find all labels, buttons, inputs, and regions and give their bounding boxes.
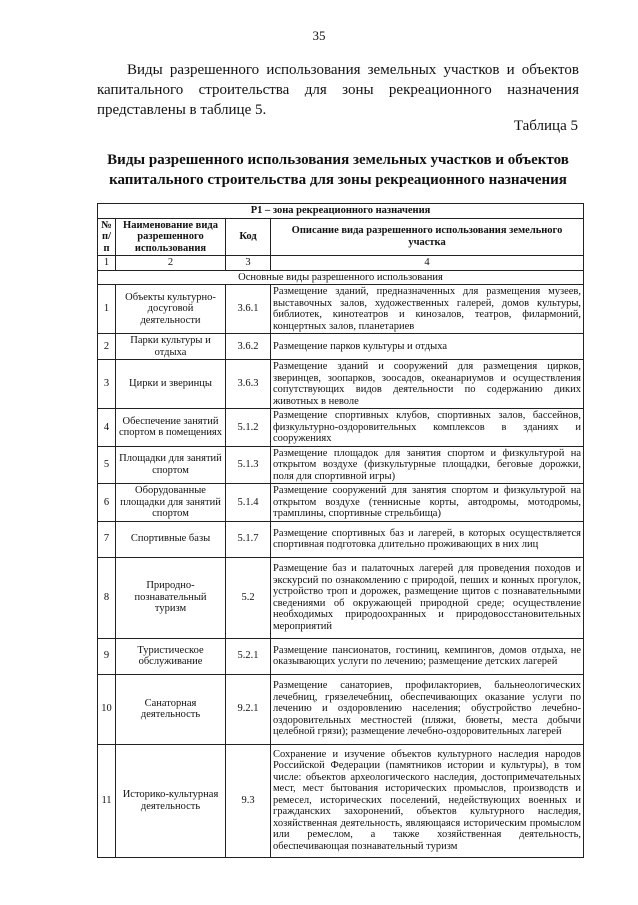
table-row (98, 446, 584, 484)
row-code: 5.2.1 (226, 638, 271, 674)
row-code: 3.6.3 (226, 360, 271, 409)
row-number: 5 (98, 446, 116, 484)
index-cell: 3 (226, 256, 271, 271)
row-description: Размещение сооружений для занятия спортом и физкультурой на открытом воздухе (теннисные корты, автодромы, мотодромы, трамплины, спортивные стрельбища) (271, 484, 584, 522)
table-body (98, 285, 584, 858)
row-description: Размещение спортивных клубов, спортивных залов, бассейнов, физкультурно-оздоровительных комплексов в зданиях и сооружениях (271, 409, 584, 447)
table-label: Таблица 5 (513, 118, 578, 134)
row-code: 5.2 (226, 557, 271, 638)
index-cell: 4 (271, 256, 584, 271)
row-code: 5.1.3 (226, 446, 271, 484)
index-row (98, 256, 584, 271)
section-title: Основные виды разрешенного использования (98, 270, 584, 285)
table-row (98, 285, 584, 334)
intro-paragraph: Виды разрешенного использования земельных участков и объектов капитального строительства для зоны рекреационного назначения представлены в таблице 5. (97, 62, 579, 118)
row-number: 7 (98, 521, 116, 557)
table-row (98, 557, 584, 638)
table-row (98, 674, 584, 744)
header-row (98, 218, 584, 256)
row-code: 5.1.2 (226, 409, 271, 447)
zone-title: Р1 – зона рекреационного назначения (98, 204, 584, 219)
land-use-table (97, 203, 584, 858)
row-description: Размещение санаториев, профилакториев, бальнеологических лечебниц, грязелечебниц, обеспечивающих оказание услуги по лечению и оздоровлению населения; обустройство лечебно-оздоровительных местностей (пляжи, бюветы, места добычи целебной грязи); размещение лечебно-оздоровительных лагерей (271, 674, 584, 744)
row-description: Размещение зданий, предназначенных для размещения музеев, выставочных залов, художественных галерей, домов культуры, библиотек, кинотеатров и кинозалов, театров, филармоний, концертных залов, планетариев (271, 285, 584, 334)
row-code: 5.1.4 (226, 484, 271, 522)
row-use-name: Природно-познавательный туризм (116, 557, 226, 638)
row-code: 9.2.1 (226, 674, 271, 744)
index-cell: 1 (98, 256, 116, 271)
table-row (98, 638, 584, 674)
row-number: 8 (98, 557, 116, 638)
index-cell: 2 (116, 256, 226, 271)
row-number: 11 (98, 744, 116, 857)
row-description: Сохранение и изучение объектов культурного наследия народов Российской Федерации (памятников истории и культуры), в том числе: объектов археологического наследия, достопримечательных мест, мест бытования исторических промыслов, производств и ремесел, исторических поселений, недействующих военных и гражданских захоронений, объектов культурного наследия, хозяйственная деятельность, являющаяся историческим промыслом или ремеслом, а также хозяйственная деятельность, обеспечивающая познавательный туризм (271, 744, 584, 857)
row-use-name: Обеспечение занятий спортом в помещениях (116, 409, 226, 447)
section-row (98, 270, 584, 285)
row-use-name: Объекты культурно-досуговой деятельности (116, 285, 226, 334)
row-code: 3.6.1 (226, 285, 271, 334)
row-description: Размещение спортивных баз и лагерей, в которых осуществляется спортивная подготовка длительно проживающих в них лиц (271, 521, 584, 557)
table-row (98, 521, 584, 557)
row-description: Размещение пансионатов, гостиниц, кемпингов, домов отдыха, не оказывающих услуги по лечению; размещение детских лагерей (271, 638, 584, 674)
row-code: 5.1.7 (226, 521, 271, 557)
row-use-name: Спортивные базы (116, 521, 226, 557)
zone-title-row (98, 204, 584, 219)
header-desc: Описание вида разрешенного использования земельного участка (271, 218, 584, 256)
row-description: Размещение парков культуры и отдыха (271, 334, 584, 360)
row-description: Размещение зданий и сооружений для размещения цирков, зверинцев, зоопарков, зоосадов, океанариумов и осуществления сопутствующих видов деятельности по содержанию диких животных в неволе (271, 360, 584, 409)
row-number: 9 (98, 638, 116, 674)
row-number: 1 (98, 285, 116, 334)
row-description: Размещение площадок для занятия спортом и физкультурой на открытом воздухе (физкультурные площадки, беговые дорожки, поля для спортивной игры) (271, 446, 584, 484)
table-row (98, 360, 584, 409)
row-number: 6 (98, 484, 116, 522)
row-use-name: Туристическое обслуживание (116, 638, 226, 674)
row-use-name: Площадки для занятий спортом (116, 446, 226, 484)
row-description: Размещение баз и палаточных лагерей для проведения походов и экскурсий по ознакомлению с природой, пеших и конных прогулок, устройство троп и дорожек, размещение щитов с познавательными сведениями об окружающей природной среде; осуществление необходимых природоохранных и природовосстановительных мероприятий (271, 557, 584, 638)
table-row (98, 409, 584, 447)
row-number: 2 (98, 334, 116, 360)
table-row (98, 484, 584, 522)
row-use-name: Цирки и зверинцы (116, 360, 226, 409)
page-number: 35 (312, 28, 326, 43)
row-use-name: Историко-культурная деятельность (116, 744, 226, 857)
table-title: Виды разрешенного использования земельных участков и объектов капитального строительства для зоны рекреационного назначения (107, 152, 569, 188)
row-use-name: Парки культуры и отдыха (116, 334, 226, 360)
header-num: № п/п (98, 218, 116, 256)
table-row (98, 334, 584, 360)
row-number: 10 (98, 674, 116, 744)
table-row (98, 744, 584, 857)
row-code: 9.3 (226, 744, 271, 857)
row-use-name: Санаторная деятельность (116, 674, 226, 744)
row-code: 3.6.2 (226, 334, 271, 360)
row-number: 3 (98, 360, 116, 409)
row-number: 4 (98, 409, 116, 447)
row-use-name: Оборудованные площадки для занятий спортом (116, 484, 226, 522)
header-code: Код (226, 218, 271, 256)
header-name: Наименование вида разрешенного использования (116, 218, 226, 256)
